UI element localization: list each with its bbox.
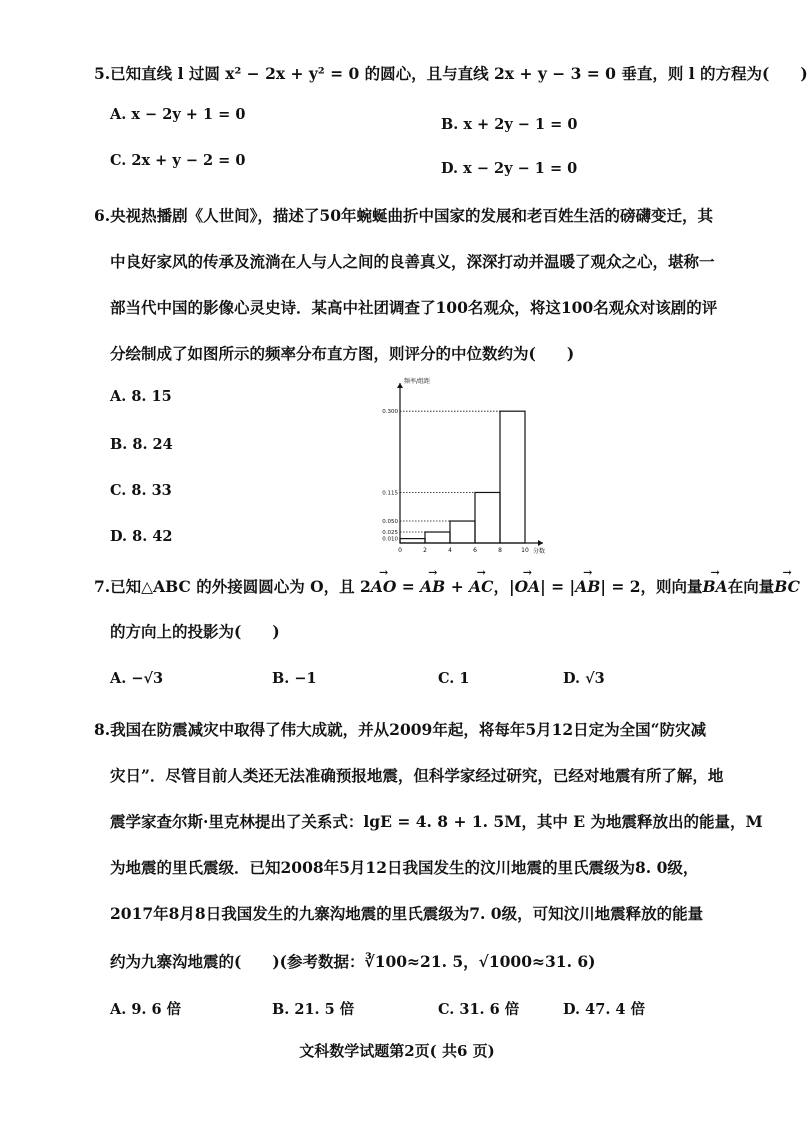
- q8-line-3: 震学家查尔斯·里克林提出了关系式：lgE = 4. 8 + 1. 5M，其中 E 为地震释放出的能量，M: [110, 812, 763, 831]
- q5-stem: 5.已知直线 l 过圆 x² − 2x + y² = 0 的圆心，且与直线 2x + y − 3 = 0 垂直，则 l 的方程为( ): [94, 64, 808, 83]
- q6-line-2: 中良好家风的传承及流淌在人与人之间的良善真义，深深打动并温暖了观众之心，堪称一: [110, 252, 715, 271]
- q5-option-d: D. x − 2y − 1 = 0: [441, 160, 578, 177]
- q7-line-1: [94, 575, 800, 597]
- q7-line-2: 的方向上的投影为( ): [110, 622, 280, 641]
- vector-ab: → AB: [420, 577, 445, 596]
- x-axis-arrow: [538, 540, 543, 546]
- histogram-bar: [400, 539, 425, 543]
- x-tick-label: 0: [398, 547, 402, 554]
- q8-option-d: D. 47. 4 倍: [563, 1001, 646, 1018]
- q8-option-c: C. 31. 6 倍: [438, 1001, 520, 1018]
- q6-option-a: A. 8. 15: [110, 388, 172, 405]
- x-axis-label: 分数: [533, 548, 546, 555]
- y-tick-label: 0.300: [382, 409, 398, 416]
- page-footer: 文科数学试题第2页( 共6 页): [299, 1042, 495, 1060]
- q5-option-a: A. x − 2y + 1 = 0: [110, 106, 246, 123]
- q6-line-3: 部当代中国的影像心灵史诗．某高中社团调查了100名观众，将这100名观众对该剧的评: [110, 298, 718, 317]
- q5-option-c: C. 2x + y − 2 = 0: [110, 152, 246, 169]
- histogram-bar: [450, 521, 475, 543]
- y-axis-label: 频率/组距: [404, 378, 431, 385]
- vector-ao: → AO: [371, 577, 397, 596]
- histogram-bar: [425, 532, 450, 543]
- q8-line-6: 约为九寨沟地震的( )(参考数据：∛100≈21. 5，√1000≈31. 6): [110, 952, 596, 971]
- q7-option-b: B. −1: [272, 670, 317, 687]
- q7-mid3: | = 2，则向量: [600, 577, 703, 596]
- q7-option-a: A. −√3: [110, 670, 164, 687]
- q8-line-1: 8.我国在防震减灾中取得了伟大成就，并从2009年起，将每年5月12日定为全国“防灾减: [94, 720, 707, 739]
- frequency-histogram: [370, 378, 550, 558]
- q7-plus: +: [445, 577, 470, 596]
- q7-text-a: 7.已知△ABC 的外接圆圆心为 O，且 2: [94, 577, 371, 596]
- q8-option-a: A. 9. 6 倍: [110, 1001, 182, 1018]
- y-tick-label: 0.010: [382, 536, 398, 543]
- q6-line-4: 分绘制成了如图所示的频率分布直方图，则评分的中位数约为( ): [110, 344, 575, 363]
- q7-option-d: D. √3: [563, 670, 605, 687]
- q6-line-1: 6.央视热播剧《人世间》，描述了50年蜿蜒曲折中国家的发展和老百姓生活的磅礴变迁，其: [94, 206, 714, 225]
- y-tick-label: 0.115: [382, 490, 398, 497]
- x-tick-label: 10: [521, 547, 529, 554]
- vector-ac: → AC: [469, 577, 493, 596]
- q8-line-5: 2017年8月8日我国发生的九寨沟地震的里氏震级为7. 0级，可知汶川地震释放的能量: [110, 904, 704, 923]
- q8-option-b: B. 21. 5 倍: [272, 1001, 355, 1018]
- q7-eq: =: [396, 577, 421, 596]
- q7-mid4: 在向量: [727, 577, 775, 596]
- x-tick-label: 8: [498, 547, 502, 554]
- q6-option-b: B. 8. 24: [110, 436, 173, 453]
- x-tick-label: 6: [473, 547, 477, 554]
- q6-option-d: D. 8. 42: [110, 528, 173, 545]
- q8-line-2: 灾日”．尽管目前人类还无法准确预报地震，但科学家经过研究，已经对地震有所了解，地: [110, 766, 724, 785]
- histogram-bar: [500, 411, 525, 543]
- vector-ab-2: → AB: [575, 577, 600, 596]
- x-tick-label: 2: [423, 547, 427, 554]
- y-tick-label: 0.050: [382, 519, 398, 526]
- vector-bc: → BC: [774, 577, 800, 596]
- histogram-bar: [475, 492, 500, 543]
- y-tick-label: 0.025: [382, 530, 398, 537]
- y-axis-arrow: [397, 383, 403, 388]
- q7-option-c: C. 1: [438, 670, 470, 687]
- vector-oa: → OA: [515, 577, 541, 596]
- q5-option-b: B. x + 2y − 1 = 0: [441, 116, 578, 133]
- q8-line-4: 为地震的里氏震级．已知2008年5月12日我国发生的汶川地震的里氏震级为8. 0级，: [110, 858, 699, 877]
- q7-mid2: | = |: [540, 577, 576, 596]
- vector-ba: → BA: [703, 577, 728, 596]
- q6-option-c: C. 8. 33: [110, 482, 172, 499]
- q7-mid: ，|: [493, 577, 515, 596]
- x-tick-label: 4: [448, 547, 452, 554]
